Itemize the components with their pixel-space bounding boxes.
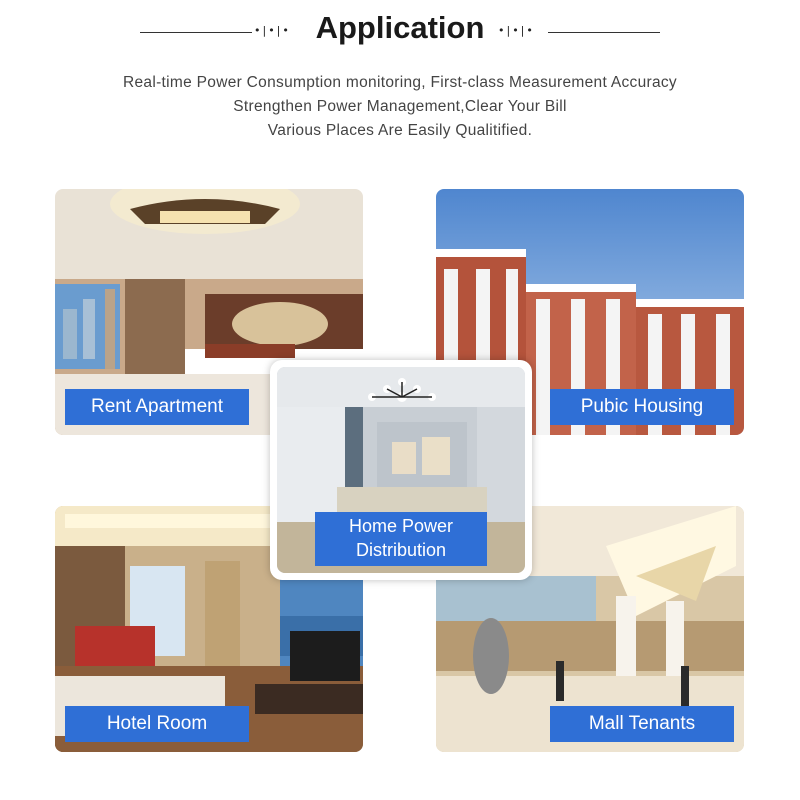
subtitle-line-2: Strengthen Power Management,Clear Your Bill bbox=[233, 98, 567, 115]
page-title: Application bbox=[315, 10, 485, 45]
rent-apartment-label: Rent Apartment bbox=[65, 389, 249, 425]
header-line-right bbox=[548, 32, 660, 33]
hotel-room-label: Hotel Room bbox=[65, 706, 249, 742]
home-image-frame bbox=[277, 367, 525, 573]
header-ornament-right: •|•|• bbox=[498, 24, 535, 37]
header-ornament-left: •|•|• bbox=[254, 24, 291, 37]
subtitle-line-3: Various Places Are Easily Qualitified. bbox=[267, 122, 533, 139]
home-power-label bbox=[315, 512, 487, 566]
public-housing-label: Pubic Housing bbox=[550, 389, 734, 425]
mall-tenants-label: Mall Tenants bbox=[550, 706, 734, 742]
home-power-label-line-1: Home Power bbox=[348, 516, 454, 536]
home-power-label-line-2: Distribution bbox=[355, 540, 447, 560]
header bbox=[0, 0, 800, 60]
card-home-power-distribution bbox=[270, 360, 532, 580]
subtitle-line-1: Real-time Power Consumption monitoring, First-class Measurement Accuracy bbox=[123, 74, 677, 91]
